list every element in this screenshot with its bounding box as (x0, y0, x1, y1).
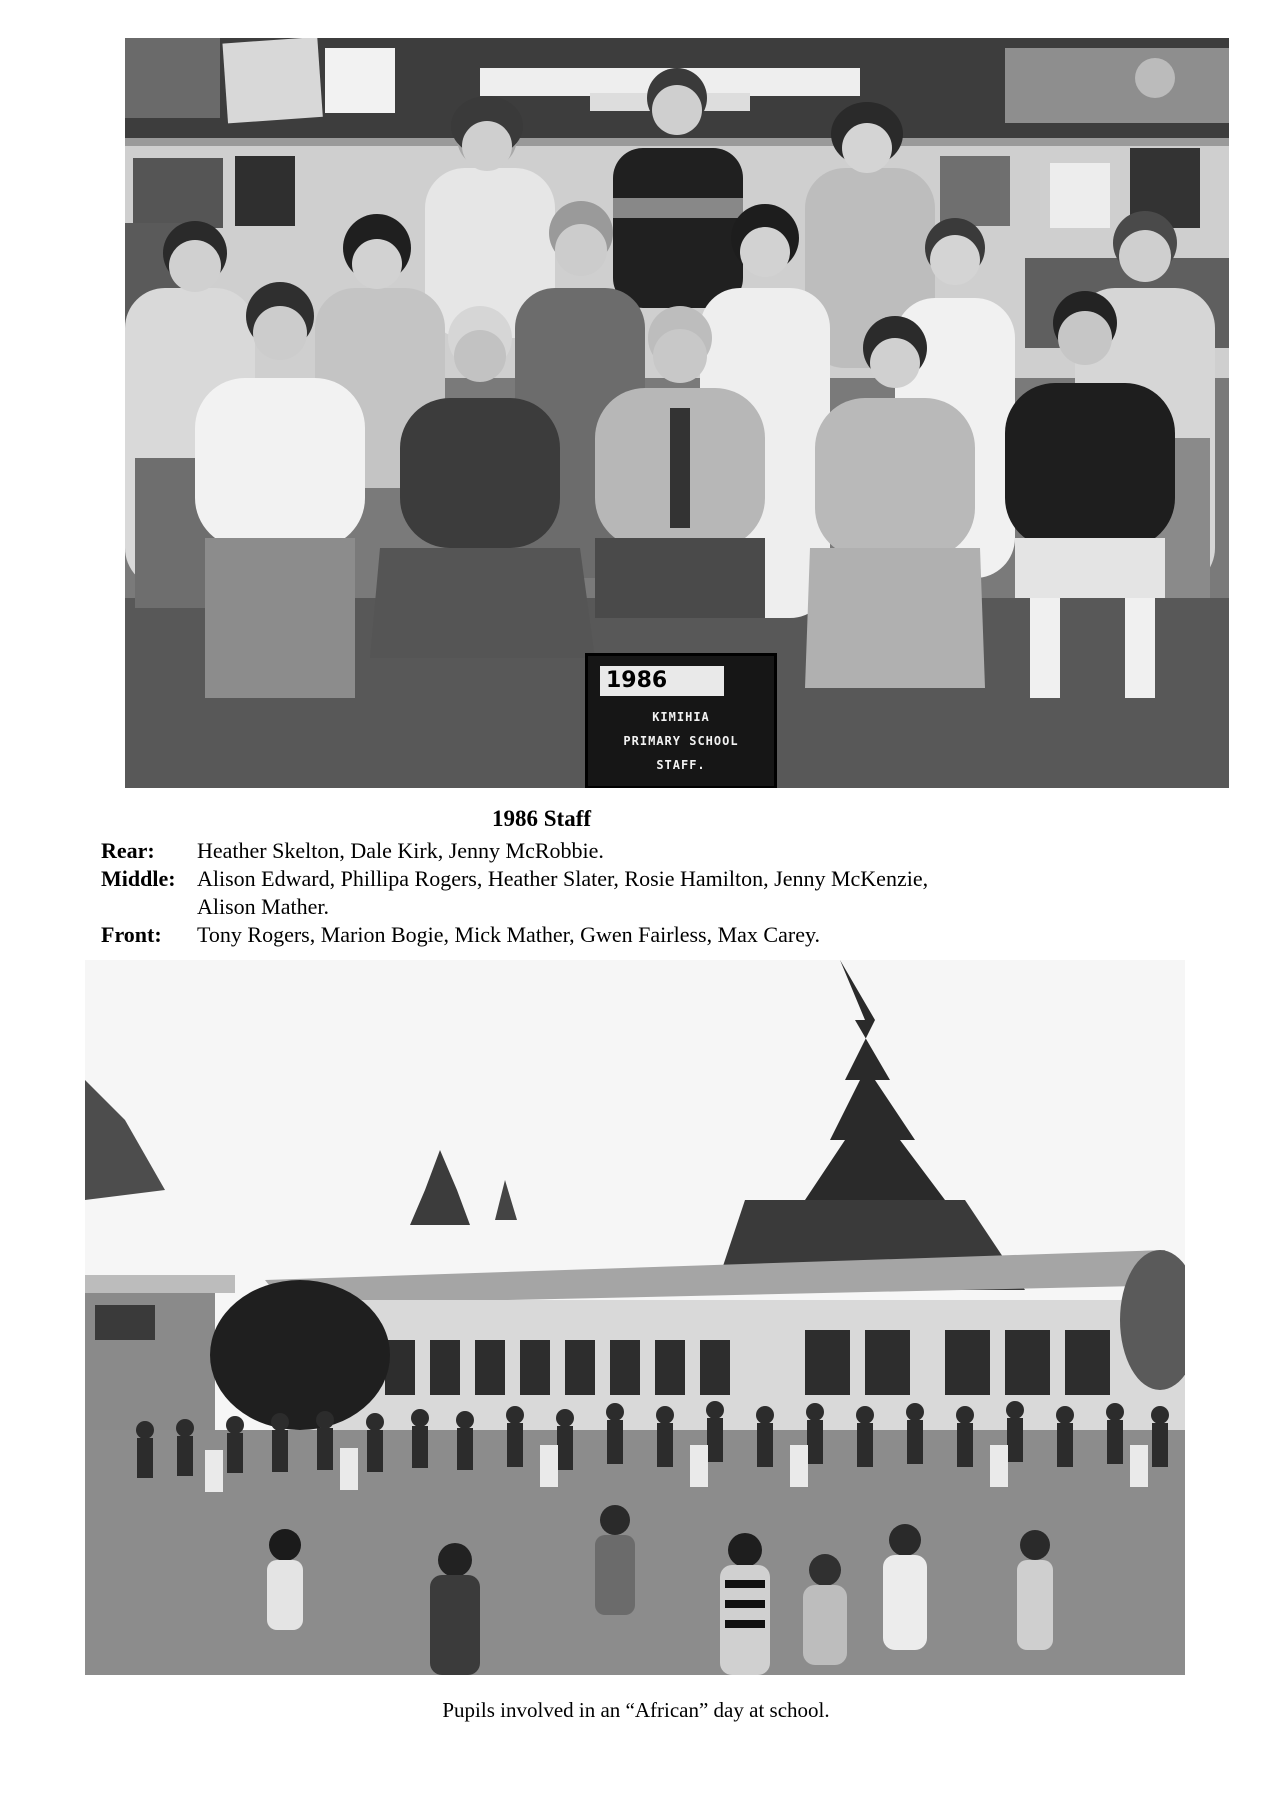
school-photo-scene (85, 960, 1185, 1675)
school-photo-caption: Pupils involved in an “African” day at school. (442, 1698, 830, 1722)
caption-row-rear (101, 837, 604, 865)
caption-row-middle (101, 865, 929, 893)
caption-title: 1986 Staff (492, 806, 592, 831)
caption-row-front (101, 921, 821, 949)
caption-names-front: Tony Rogers, Marion Bogie, Mick Mather, Gwen Fairless, Max Carey. (197, 922, 821, 947)
staff-photo (125, 38, 1229, 788)
caption-label-rear: Rear: (101, 838, 155, 863)
caption-names-middle: Alison Edward, Phillipa Rogers, Heather Slater, Rosie Hamilton, Jenny McKenzie, (197, 866, 929, 891)
year-sign (585, 653, 777, 788)
caption-names-middle-continued: Alison Mather. (197, 894, 329, 919)
sign-year: 1986 (600, 666, 724, 696)
caption-label-middle: Middle: (101, 866, 176, 891)
sign-school-type: PRIMARY SCHOOL (623, 734, 739, 748)
school-photo (85, 960, 1185, 1675)
sign-school-name: KIMIHIA (652, 710, 710, 724)
sign-staff: STAFF. (656, 758, 706, 772)
caption-names-rear: Heather Skelton, Dale Kirk, Jenny McRobbie. (197, 838, 604, 863)
shrub (210, 1280, 390, 1430)
caption-label-front: Front: (101, 922, 162, 947)
